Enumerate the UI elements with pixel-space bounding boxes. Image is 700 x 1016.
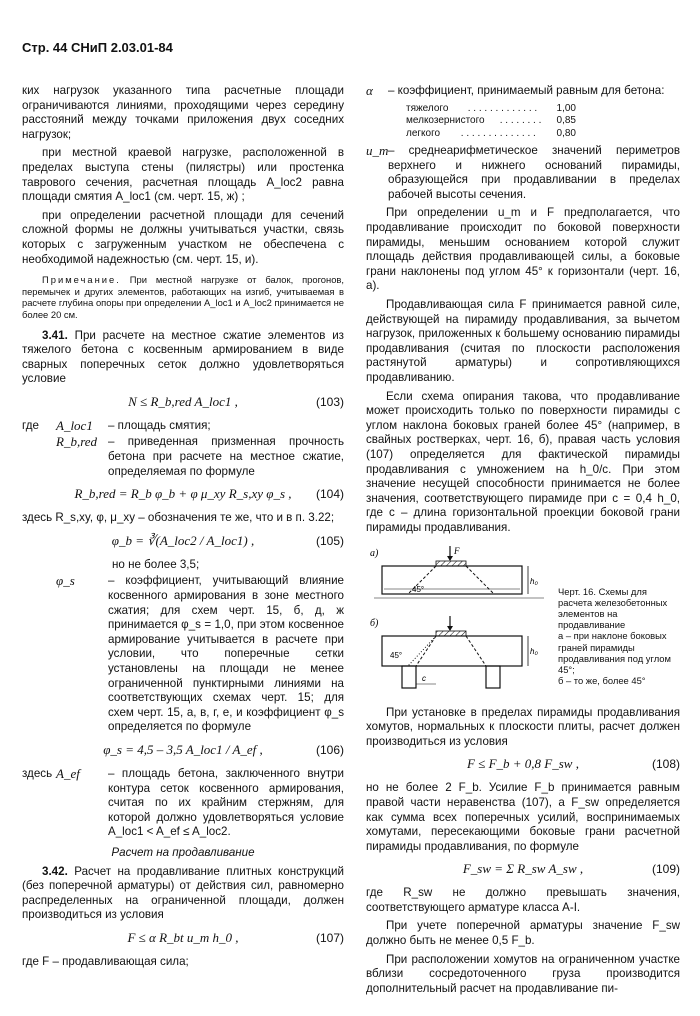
definition-text: – площадь бетона, заключенного внутри контура сеток косвенного армирования, считая по их крайним стержням, для которой должно удовлетворяться условие A_loc1 < A_ef ≤ A_loc2. [108, 766, 344, 839]
subheading: Расчет на продавливание [111, 845, 255, 859]
coef-dots: . . . . . . . . [499, 115, 542, 127]
paragraph: где F – продавливающая сила; [22, 954, 189, 968]
paragraph: здесь R_s,xy, φ, μ_xy – обозначения те же, что и в п. 3.22; [22, 511, 335, 525]
arrow-head-icon [447, 626, 453, 631]
formula-number: (107) [315, 930, 344, 945]
definition [22, 767, 344, 840]
paragraph: Если схема опирания такова, что продавливание может происходить только по поверхности пирамиды с углом наклона боковых граней более 45° (например, в свайных ростверках, черт. 16, б), правая часть условия (107) определяется для фактической пирамиды продавливания с умножением на h_0/c. При этом значение несущей способности принимается не более значения, соответствующего пирамиде при c = 0,4 h_0, где c – длина горизонтальной проекции боковой грани пирамиды продавливания. [366, 389, 680, 534]
formula-text: φ_b = ∛(A_loc2 / A_loc1) , [111, 532, 255, 548]
where-label: где [22, 418, 39, 432]
definition-symbol: u_m [366, 143, 389, 159]
definition [22, 435, 344, 479]
paragraph: но не более 2 F_b. Усилие F_b принимается равным правой части неравенства (107), а F_sw определяется как сумма всех поперечных усилий, воспринимаемых хомутами, пересекающими боковые грани расчетной пирамиды продавливания, по формуле [366, 781, 680, 853]
scheme-b-label: б) [370, 617, 379, 629]
paragraph: ких нагрузок указанного типа расчетные площади ограничиваются линиями, проходящими через середину расстояний между точками приложения двух соседних нагрузок; [22, 84, 344, 141]
formula-limit: но не более 3,5; [112, 557, 200, 571]
arrow-head-icon [447, 556, 453, 561]
definition-symbol: φ_s [56, 573, 75, 589]
formula-105 [22, 532, 344, 552]
definition-text: – коэффициент, принимаемый равным для бетона: [388, 84, 665, 97]
paragraph: При расположении хомутов на ограниченном участке вблизи сосредоточенного груза производится дополнительный расчет на продавливание пи- [366, 952, 680, 995]
figure-caption [558, 586, 682, 687]
coef-name: тяжелого [406, 102, 449, 114]
pyramid-edge [466, 566, 494, 594]
formula-text: N ≤ R_b,red A_loc1 , [128, 393, 238, 409]
definition-symbol: A_ef [56, 765, 80, 781]
pyramid-edge [416, 636, 436, 666]
definition [366, 144, 680, 202]
force-label: F [454, 545, 460, 556]
definition-text: – коэффициент, учитывающий влияние косвенного армирования в зоне местного сжатия; для схем черт. 15, б, д, ж принимается φ_s = 1,0, при этом косвенное армирование учитывается в расчете при условии, что поперечные сетки установлены на площади не менее ограниченной пунктирными линиями на соответствующих схемах черт. 15; для схем черт. 15, а, в, г, е, и коэффициент φ_s определяется по формуле [108, 574, 344, 734]
caption-a: а – при наклоне боковых граней пирамиды продавливания под углом 45°; [558, 630, 671, 675]
paragraph: при определении расчетной площади для сечений сложной формы не должны учитываться участки, связь которых с загруженным участком не обеспечена с необходимой надежностью (см. черт. 15, и). [22, 208, 344, 266]
formula-number: (103) [315, 394, 344, 409]
formula-number: (106) [315, 742, 344, 757]
coef-name: легкого [406, 127, 441, 139]
section-3-41 [22, 329, 344, 387]
scheme-a-label: а) [370, 547, 379, 559]
definition [22, 574, 344, 735]
formula-text: F_sw = Σ R_sw A_sw , [462, 861, 584, 877]
section-3-42 [22, 865, 344, 923]
coef-value: 1,00 [556, 102, 576, 114]
formula-103 [22, 393, 344, 413]
definition-text: – приведенная призменная прочность бетона при расчете на местное сжатие, определяемая по формуле [108, 435, 344, 478]
coefficient-row [406, 128, 576, 141]
here-label: здесь [22, 766, 53, 780]
coef-name: мелкозернистого [406, 115, 485, 127]
paragraph: Продавливающая сила F принимается равной силе, действующей на пирамиду продавливания, за вычетом нагрузок, приложенных к большему основанию пирамиды продавливания (считая по плоскости расположения растянутой арматуры) и сопротивляющихся продавливанию. [366, 298, 680, 384]
definition [22, 419, 344, 434]
height-label: h₀ [530, 576, 538, 586]
section-number: 3.42. [42, 864, 68, 878]
note [22, 274, 344, 320]
caption-b: б – то же, более 45° [558, 675, 646, 687]
angle-label: 45° [390, 650, 403, 660]
definition-text: – среднеарифметическое значений периметров верхнего и нижнего оснований пирамиды, образующейся при продавливании в пределах рабочей высоты сечения. [388, 144, 680, 201]
paragraph: при местной краевой нагрузке, расположенной в пределах выступа стены (пилястры) или простенка таврового сечения, расчетная площадь A_loc2 равна площади смятия A_loc1 (см. черт. 15, ж) ; [22, 146, 344, 204]
definition [366, 84, 680, 99]
coef-value: 0,80 [556, 127, 576, 139]
section-text: При расчете на местное сжатие элементов из тяжелого бетона с косвенным армированием в виде сварных поперечных сеток должно удовлетворяться условие [22, 328, 344, 386]
paragraph: При определении u_m и F предполагается, что продавливание происходит по боковой поверхности пирамиды, меньшим основанием которой служит площадь действия продавливающей силы, а боковые грани наклонены под углом 45° к горизонтали (черт. 16, а). [366, 206, 680, 293]
slab-b [382, 636, 522, 666]
angle-label: 45° [412, 584, 425, 594]
coefficient-row [406, 103, 576, 116]
formula-number: (104) [315, 487, 344, 502]
definition-text: – площадь смятия; [108, 418, 211, 432]
definition-symbol: R_b,red [56, 434, 98, 450]
pyramid-edge [466, 636, 486, 666]
formula-106 [22, 741, 344, 761]
right-column [366, 84, 680, 996]
coefficient-table [406, 103, 576, 141]
paragraph: При учете поперечной арматуры значение F_sw должно быть не менее 0,5 F_b. [366, 919, 680, 948]
formula-109 [366, 860, 680, 880]
definition-symbol: A_loc1 [56, 417, 93, 433]
formula-text: F ≤ α R_bt u_m h_0 , [127, 929, 239, 945]
formula-text: φ_s = 4,5 – 3,5 A_loc1 / A_ef , [103, 741, 263, 757]
coefficient-row [406, 115, 576, 128]
section-text: Расчет на продавливание плитных конструкций (без поперечной арматуры) от действия сил, равномерно распределенных на ограниченной площади, должен производиться из условия [22, 864, 344, 922]
figure-16-diagram [366, 544, 552, 702]
coef-dots: . . . . . . . . . . . . . [467, 102, 538, 114]
section-number: 3.41. [42, 328, 68, 342]
c-label: c [422, 673, 426, 683]
coef-value: 0,85 [556, 115, 576, 127]
formula-number: (105) [315, 533, 344, 548]
load-plate-b [436, 631, 466, 636]
formula-104 [22, 485, 344, 505]
pile-left [402, 666, 416, 688]
note-text: При местной нагрузке от балок, прогонов, перемычек и других элементов, работающих на изгиб, учитываемая в расчете глубина опоры при определении A_loc1 и A_loc2 принимается не более 20 см. [22, 274, 345, 320]
pile-right [486, 666, 500, 688]
caption-title: Черт. 16. Схемы для расчета железобетонных элементов на продавливание [558, 585, 668, 631]
formula-number: (109) [651, 862, 680, 877]
note-label: Примечание. [42, 274, 121, 286]
load-plate-a [436, 561, 466, 566]
pyramid-edge-45 [408, 636, 436, 666]
formula-108 [366, 755, 680, 775]
paragraph: где R_sw не должно превышать значения, соответствующего арматуре класса A-I. [366, 886, 680, 914]
figure-16 [366, 544, 680, 702]
height-label: h₀ [530, 646, 538, 656]
coef-dots: . . . . . . . . . . . . . . [460, 127, 536, 139]
formula-number: (108) [651, 757, 680, 772]
definition-symbol: α [366, 83, 373, 98]
left-column [22, 84, 344, 970]
slab-a [382, 566, 522, 594]
formula-107 [22, 929, 344, 949]
page-header: Стр. 44 СНиП 2.03.01-84 [22, 40, 173, 55]
formula-text: F ≤ F_b + 0,8 F_sw , [467, 756, 579, 772]
formula-text: R_b,red = R_b φ_b + φ μ_xy R_s,xy φ_s , [74, 486, 292, 502]
paragraph: При установке в пределах пирамиды продавливания хомутов, нормальных к плоскости плиты, расчет должен производиться из условия [366, 705, 680, 748]
